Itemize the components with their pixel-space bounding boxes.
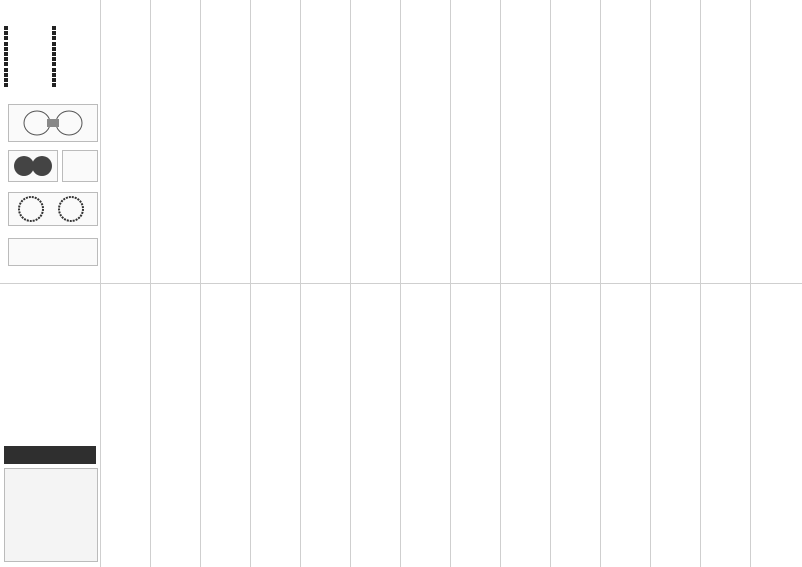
- eyepiece-illustration: [9, 151, 57, 181]
- warranty-title-2: [4, 449, 96, 451]
- warranty-title-band: [4, 446, 96, 464]
- warranty-form: [4, 468, 98, 562]
- address-panel: [0, 284, 100, 432]
- figure-binocular-overview: [8, 104, 98, 142]
- figure-adjust: [8, 150, 58, 182]
- figure-strap: [62, 150, 98, 182]
- spec-table-area: [102, 188, 498, 250]
- language-list-right: [52, 26, 58, 88]
- cover-panel: [0, 0, 100, 283]
- binocular-illustration: [9, 105, 97, 141]
- diopter-illustration: [9, 193, 97, 225]
- language-list-left: [4, 26, 10, 88]
- spec-table: [102, 188, 498, 250]
- figure-diopter: [8, 192, 98, 226]
- language-item: [4, 83, 10, 88]
- language-item: [52, 83, 58, 88]
- warranty-panel: [0, 432, 100, 567]
- figure-eyecup: [8, 238, 98, 266]
